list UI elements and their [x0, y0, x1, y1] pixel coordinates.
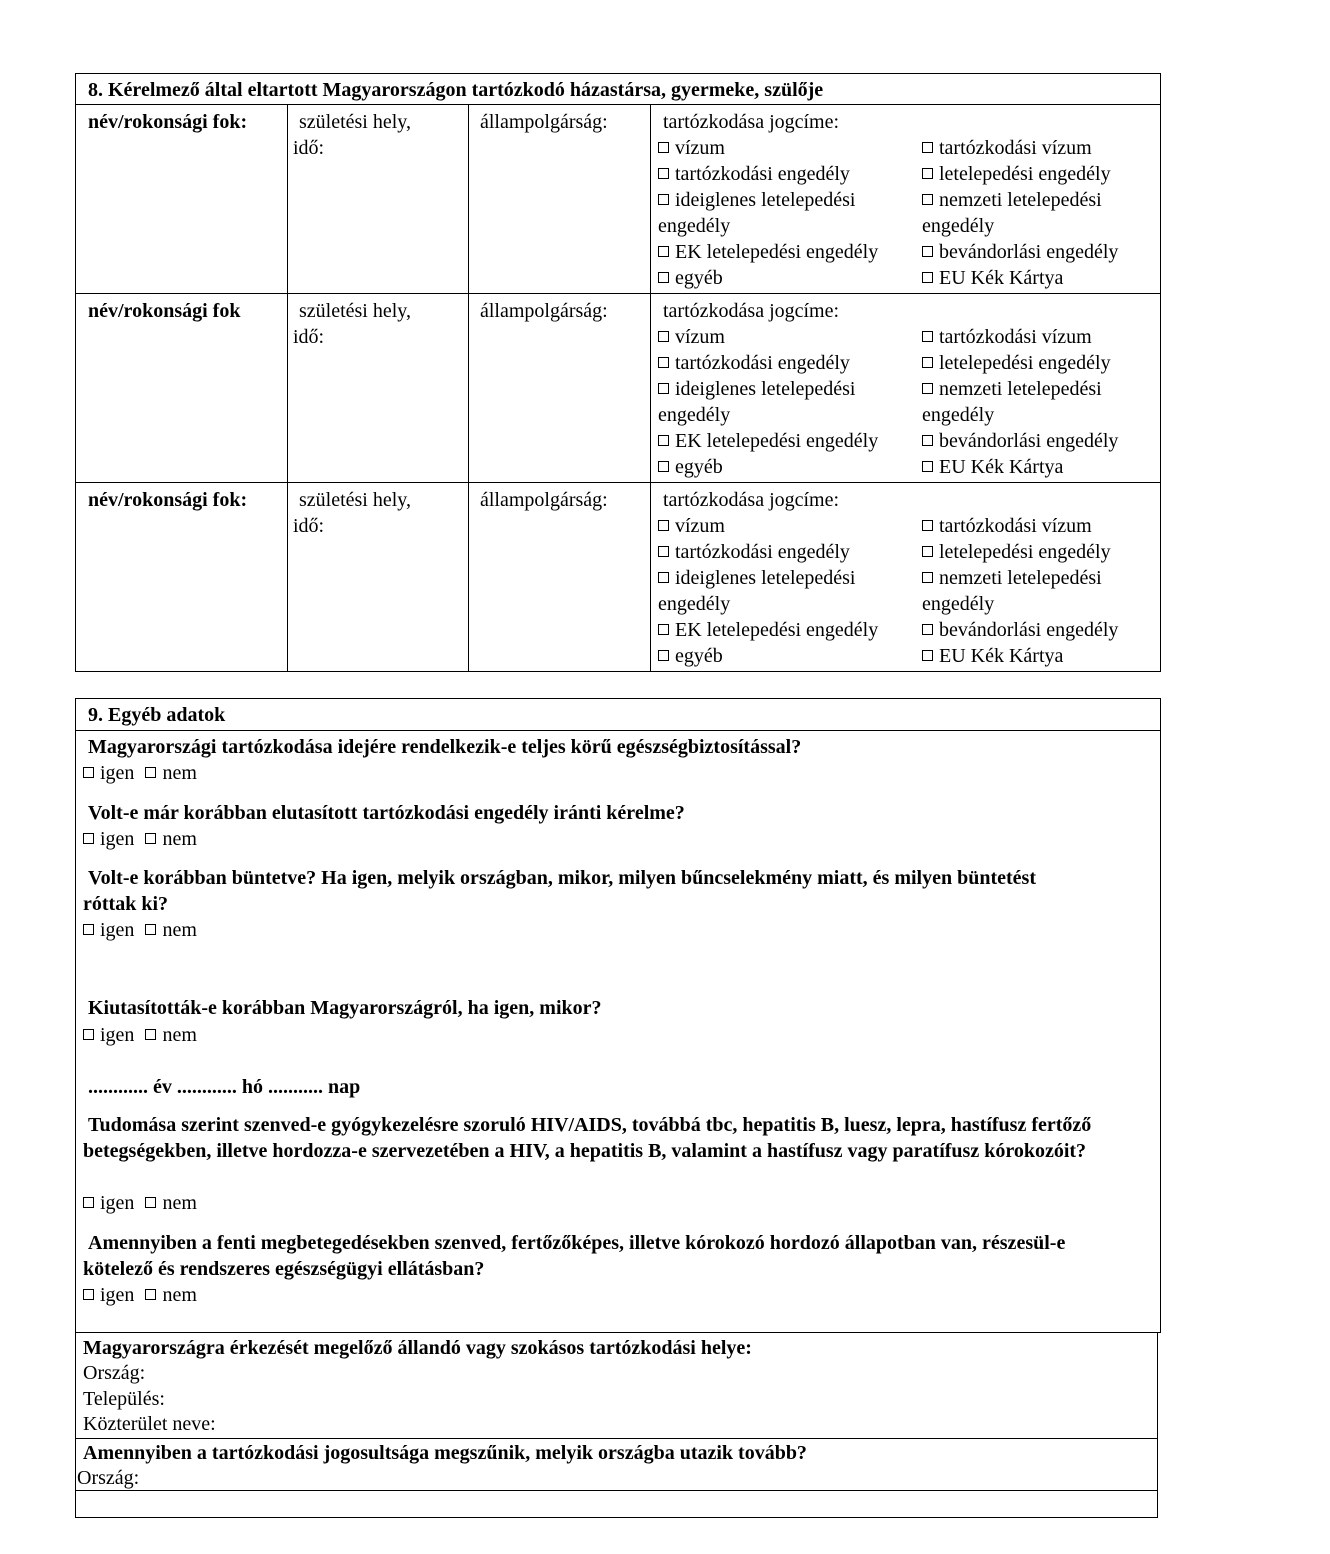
checkbox[interactable]	[922, 650, 933, 661]
name-label: név/rokonsági fok	[88, 300, 241, 322]
checkbox[interactable]	[658, 246, 669, 257]
status-options-left	[658, 135, 913, 291]
option-residence-visa[interactable]: tartózkodási vízum	[922, 513, 1152, 539]
divider	[75, 1490, 1158, 1491]
option-eu-blue-card[interactable]: EU Kék Kártya	[922, 454, 1152, 480]
checkbox[interactable]	[658, 383, 669, 394]
divider	[75, 104, 1161, 105]
checkbox[interactable]	[658, 624, 669, 635]
checkbox[interactable]	[658, 435, 669, 446]
option-temp-settlement[interactable]: ideiglenes letelepedési engedély	[658, 189, 856, 237]
checkbox[interactable]	[922, 272, 933, 283]
birth-label: születési hely, idő:	[293, 111, 412, 159]
onward-country-field[interactable]: Ország:	[77, 1467, 140, 1489]
checkbox-yes[interactable]	[83, 1197, 94, 1208]
checkbox[interactable]	[922, 572, 933, 583]
checkbox-no[interactable]	[145, 924, 156, 935]
divider	[468, 104, 469, 672]
checkbox[interactable]	[922, 435, 933, 446]
citizenship-label: állampolgárság:	[480, 489, 608, 511]
checkbox[interactable]	[658, 331, 669, 342]
checkbox[interactable]	[658, 168, 669, 179]
name-label: név/rokonsági fok:	[88, 489, 248, 511]
option-national-settlement[interactable]: nemzeti letelepedési engedély	[922, 189, 1102, 237]
previous-street-field[interactable]: Közterület neve:	[83, 1413, 216, 1435]
option-temp-settlement[interactable]: ideiglenes letelepedési engedély	[658, 378, 856, 426]
checkbox-no[interactable]	[145, 833, 156, 844]
question-health-insurance: Magyarországi tartózkodása idejére rendelkezik-e teljes körű egészségbiztosítással?	[88, 736, 802, 758]
status-label: tartózkodása jogcíme:	[663, 489, 840, 511]
option-immigration[interactable]: bevándorlási engedély	[922, 428, 1152, 454]
checkbox[interactable]	[922, 168, 933, 179]
checkbox[interactable]	[922, 246, 933, 257]
option-national-settlement[interactable]: nemzeti letelepedési engedély	[922, 378, 1102, 426]
checkbox[interactable]	[658, 461, 669, 472]
checkbox[interactable]	[922, 194, 933, 205]
checkbox[interactable]	[658, 357, 669, 368]
question-refused-permit: Volt-e már korábban elutasított tartózkodási engedély iránti kérelme?	[88, 802, 685, 824]
status-label: tartózkodása jogcíme:	[663, 111, 840, 133]
answer-treatment: igen nem	[83, 1282, 197, 1308]
option-settlement-permit[interactable]: letelepedési engedély	[922, 350, 1152, 376]
option-ek-settlement[interactable]: EK letelepedési engedély	[658, 617, 913, 643]
birth-label: születési hely, idő:	[293, 300, 412, 348]
name-label: név/rokonsági fok:	[88, 111, 248, 133]
checkbox-yes[interactable]	[83, 924, 94, 935]
option-other[interactable]: egyéb	[658, 454, 913, 480]
option-settlement-permit[interactable]: letelepedési engedély	[922, 539, 1152, 565]
checkbox-yes[interactable]	[83, 1289, 94, 1300]
option-visa[interactable]: vízum	[658, 324, 913, 350]
option-visa[interactable]: vízum	[658, 135, 913, 161]
birth-label: születési hely, idő:	[293, 489, 412, 537]
option-eu-blue-card[interactable]: EU Kék Kártya	[922, 643, 1152, 669]
divider	[75, 1438, 1158, 1439]
option-other[interactable]: egyéb	[658, 643, 913, 669]
previous-country-field[interactable]: Ország:	[83, 1362, 146, 1384]
option-ek-settlement[interactable]: EK letelepedési engedély	[658, 428, 913, 454]
checkbox[interactable]	[922, 624, 933, 635]
citizenship-label: állampolgárság:	[480, 111, 608, 133]
question-expelled: Kiutasították-e korábban Magyarországról, ha igen, mikor?	[88, 997, 602, 1019]
citizenship-label: állampolgárság:	[480, 300, 608, 322]
checkbox[interactable]	[658, 194, 669, 205]
option-residence-visa[interactable]: tartózkodási vízum	[922, 324, 1152, 350]
section9-title: 9. Egyéb adatok	[88, 704, 226, 726]
option-eu-blue-card[interactable]: EU Kék Kártya	[922, 265, 1152, 291]
previous-settlement-field[interactable]: Település:	[83, 1388, 165, 1410]
checkbox[interactable]	[658, 272, 669, 283]
previous-residence-title: Magyarországra érkezését megelőző állandó vagy szokásos tartózkodási helye:	[83, 1337, 752, 1359]
option-visa[interactable]: vízum	[658, 513, 913, 539]
status-options-right	[922, 135, 1152, 291]
expulsion-date-field[interactable]: ............ év ............ hó ........... nap	[88, 1076, 361, 1098]
option-national-settlement[interactable]: nemzeti letelepedési engedély	[922, 567, 1102, 615]
checkbox-no[interactable]	[145, 1029, 156, 1040]
checkbox[interactable]	[658, 546, 669, 557]
divider	[287, 104, 288, 672]
option-temp-settlement[interactable]: ideiglenes letelepedési engedély	[658, 567, 856, 615]
option-residence-permit[interactable]: tartózkodási engedély	[658, 539, 913, 565]
answer-refused-permit: igen nem	[83, 826, 197, 852]
checkbox-yes[interactable]	[83, 767, 94, 778]
checkbox-no[interactable]	[145, 1289, 156, 1300]
divider	[75, 482, 1161, 483]
answer-expelled: igen nem	[83, 1022, 197, 1048]
checkbox[interactable]	[922, 383, 933, 394]
question-criminal-record: Volt-e korábban büntetve? Ha igen, melyik országban, mikor, milyen bűncselekmény miatt, és milyen büntetést róttak ki?	[83, 867, 1036, 915]
checkbox-yes[interactable]	[83, 833, 94, 844]
option-residence-permit[interactable]: tartózkodási engedély	[658, 350, 913, 376]
status-options-right	[922, 324, 1152, 480]
checkbox[interactable]	[658, 572, 669, 583]
option-residence-permit[interactable]: tartózkodási engedély	[658, 161, 913, 187]
status-options-left	[658, 324, 913, 480]
answer-infectious-disease: igen nem	[83, 1190, 197, 1216]
option-residence-visa[interactable]: tartózkodási vízum	[922, 135, 1152, 161]
status-options-right	[922, 513, 1152, 669]
answer-health-insurance: igen nem	[83, 760, 197, 786]
option-settlement-permit[interactable]: letelepedési engedély	[922, 161, 1152, 187]
option-immigration[interactable]: bevándorlási engedély	[922, 617, 1152, 643]
checkbox-no[interactable]	[145, 1197, 156, 1208]
checkbox-no[interactable]	[145, 767, 156, 778]
checkbox[interactable]	[922, 142, 933, 153]
option-ek-settlement[interactable]: EK letelepedési engedély	[658, 239, 913, 265]
checkbox[interactable]	[922, 461, 933, 472]
checkbox[interactable]	[922, 331, 933, 342]
status-options-left	[658, 513, 913, 669]
checkbox[interactable]	[658, 520, 669, 531]
section8-title: 8. Kérelmező által eltartott Magyarországon tartózkodó házastársa, gyermeke, szülője	[88, 79, 824, 101]
divider	[650, 104, 651, 672]
question-treatment: Amennyiben a fenti megbetegedésekben szenved, fertőzőképes, illetve kórokozó hordozó állapotban van, részesül-e kötelező és rendszeres egészségügyi ellátásban?	[83, 1232, 1066, 1280]
question-infectious-disease: Tudomása szerint szenved-e gyógykezelésre szoruló HIV/AIDS, továbbá tbc, hepatitis B, luesz, lepra, hastífusz fertőző betegségekben, illetve hordozza-e szervezetében a HIV, a hepatitis B, valamint a hastífusz vagy paratífusz kórokozóit?	[83, 1114, 1092, 1162]
option-immigration[interactable]: bevándorlási engedély	[922, 239, 1152, 265]
checkbox[interactable]	[922, 546, 933, 557]
divider	[75, 730, 1161, 731]
checkbox[interactable]	[658, 142, 669, 153]
status-label: tartózkodása jogcíme:	[663, 300, 840, 322]
checkbox[interactable]	[922, 357, 933, 368]
divider	[75, 1517, 1158, 1518]
checkbox-yes[interactable]	[83, 1029, 94, 1040]
answer-criminal-record: igen nem	[83, 917, 197, 943]
option-other[interactable]: egyéb	[658, 265, 913, 291]
checkbox[interactable]	[658, 650, 669, 661]
divider	[75, 293, 1161, 294]
checkbox[interactable]	[922, 520, 933, 531]
onward-title: Amennyiben a tartózkodási jogosultsága megszűnik, melyik országba utazik tovább?	[83, 1442, 807, 1464]
